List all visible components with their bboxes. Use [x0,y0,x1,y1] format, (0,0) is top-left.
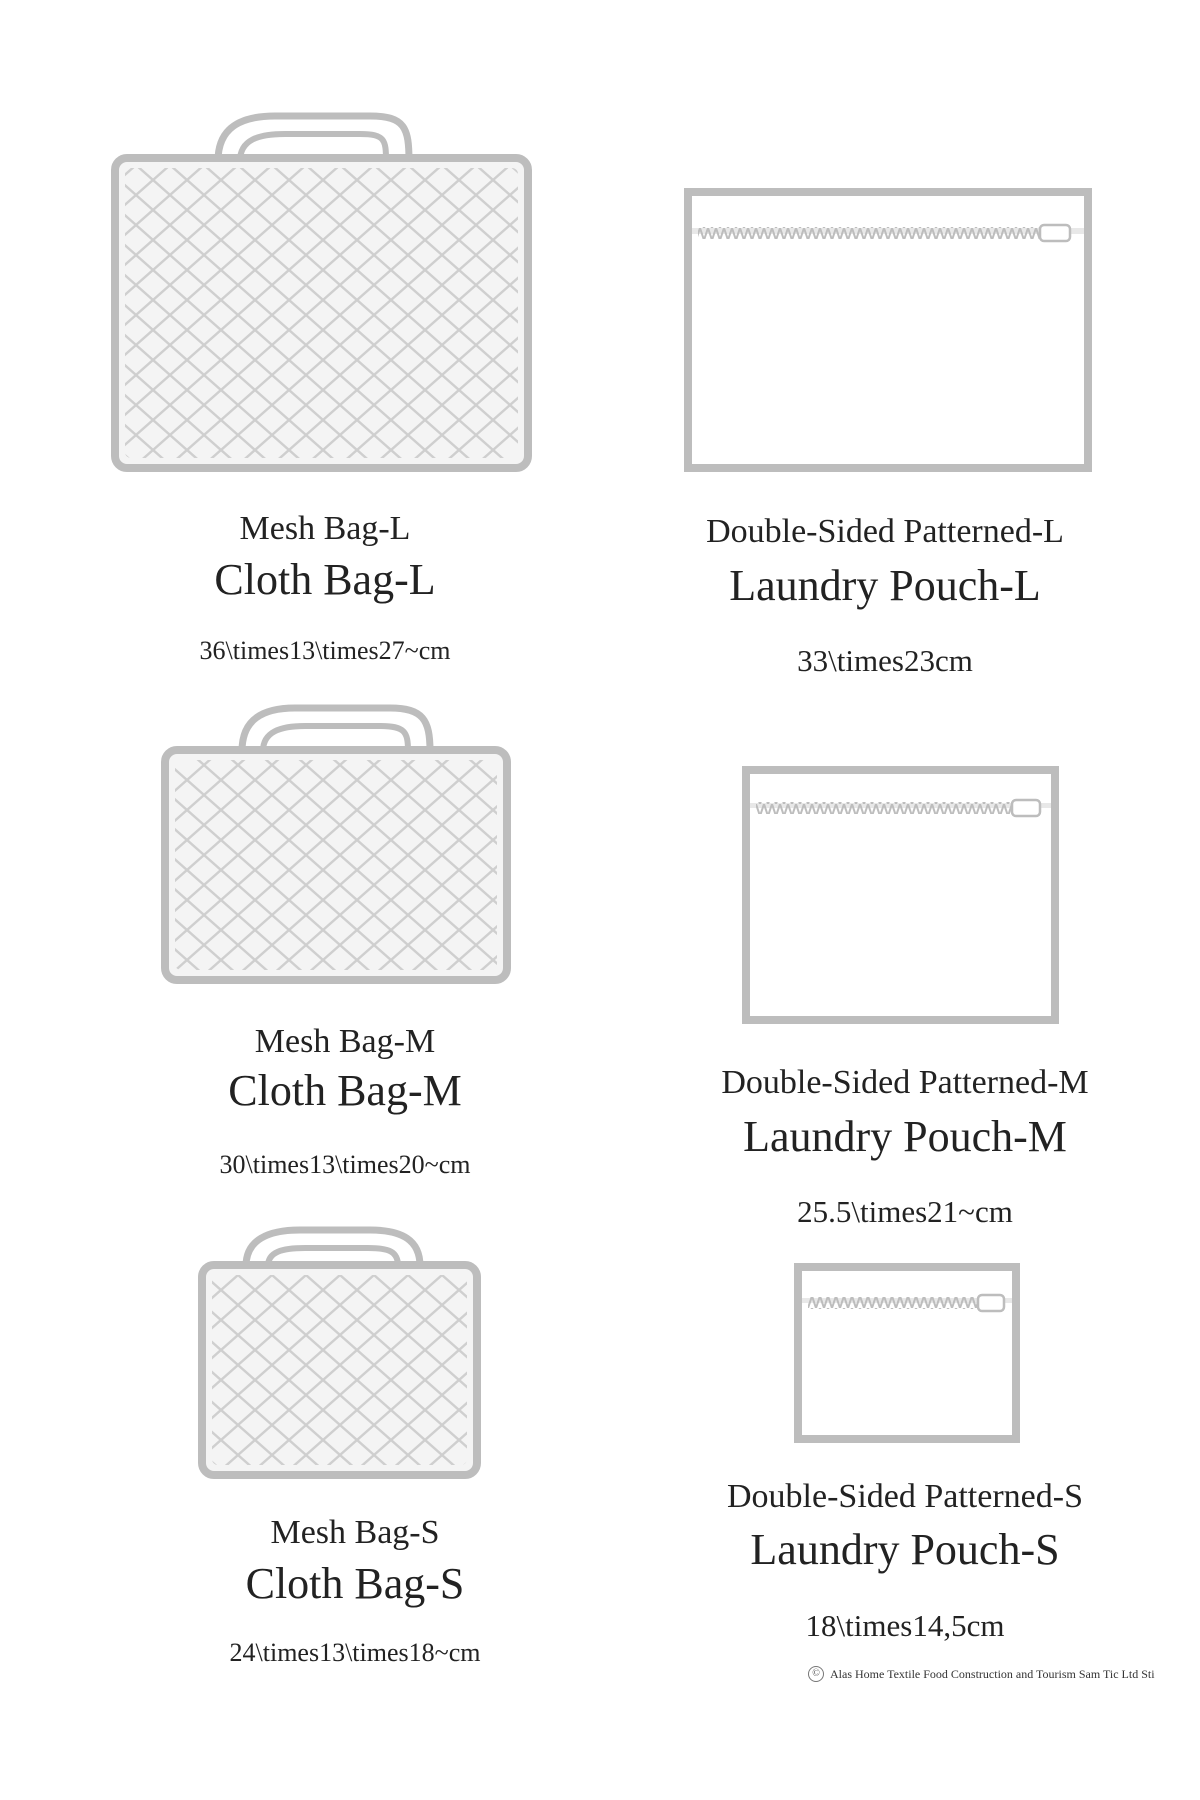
mesh-bag-l-icon [115,116,528,468]
laundry-pouch-l-title: Laundry Pouch-L [729,561,1041,610]
pouch-m-size: 25.5\times21~cm [797,1194,1013,1229]
laundry-pouch-m-title: Laundry Pouch-M [743,1112,1067,1161]
mesh-bag-s-size: 24\times13\times18~cm [229,1638,481,1667]
mesh-bag-m-icon [165,708,507,980]
laundry-pouch-l-icon [688,192,1088,468]
pouch-l-title: Double-Sided Patterned-L [706,513,1064,550]
laundry-pouch-s-title: Laundry Pouch-S [750,1525,1060,1574]
copyright-text: Alas Home Textile Food Construction and Tourism Sam Tic Ltd Sti [830,1666,1155,1681]
copyright-icon: © [808,1666,824,1682]
copyright-notice [808,1666,1155,1682]
cloth-bag-l-title: Cloth Bag-L [214,555,436,604]
pouch-s-title: Double-Sided Patterned-S [727,1478,1083,1515]
pouch-l-size: 33\times23cm [797,643,973,678]
mesh-bag-m-size: 30\times13\times20~cm [219,1150,471,1179]
mesh-bag-l-title: Mesh Bag-L [239,510,411,547]
mesh-bag-s-icon [202,1230,477,1475]
mesh-bag-m-title: Mesh Bag-M [254,1023,436,1060]
cloth-bag-s-title: Cloth Bag-S [245,1559,465,1608]
pouch-s-size: 18\times14,5cm [805,1608,1005,1643]
mesh-bag-s-title: Mesh Bag-S [270,1514,440,1551]
laundry-pouch-s-icon [798,1267,1016,1439]
laundry-pouch-m-icon [746,770,1055,1020]
mesh-bag-l-size: 36\times13\times27~cm [199,636,451,665]
pouch-m-title: Double-Sided Patterned-M [721,1064,1089,1101]
cloth-bag-m-title: Cloth Bag-M [228,1066,462,1115]
